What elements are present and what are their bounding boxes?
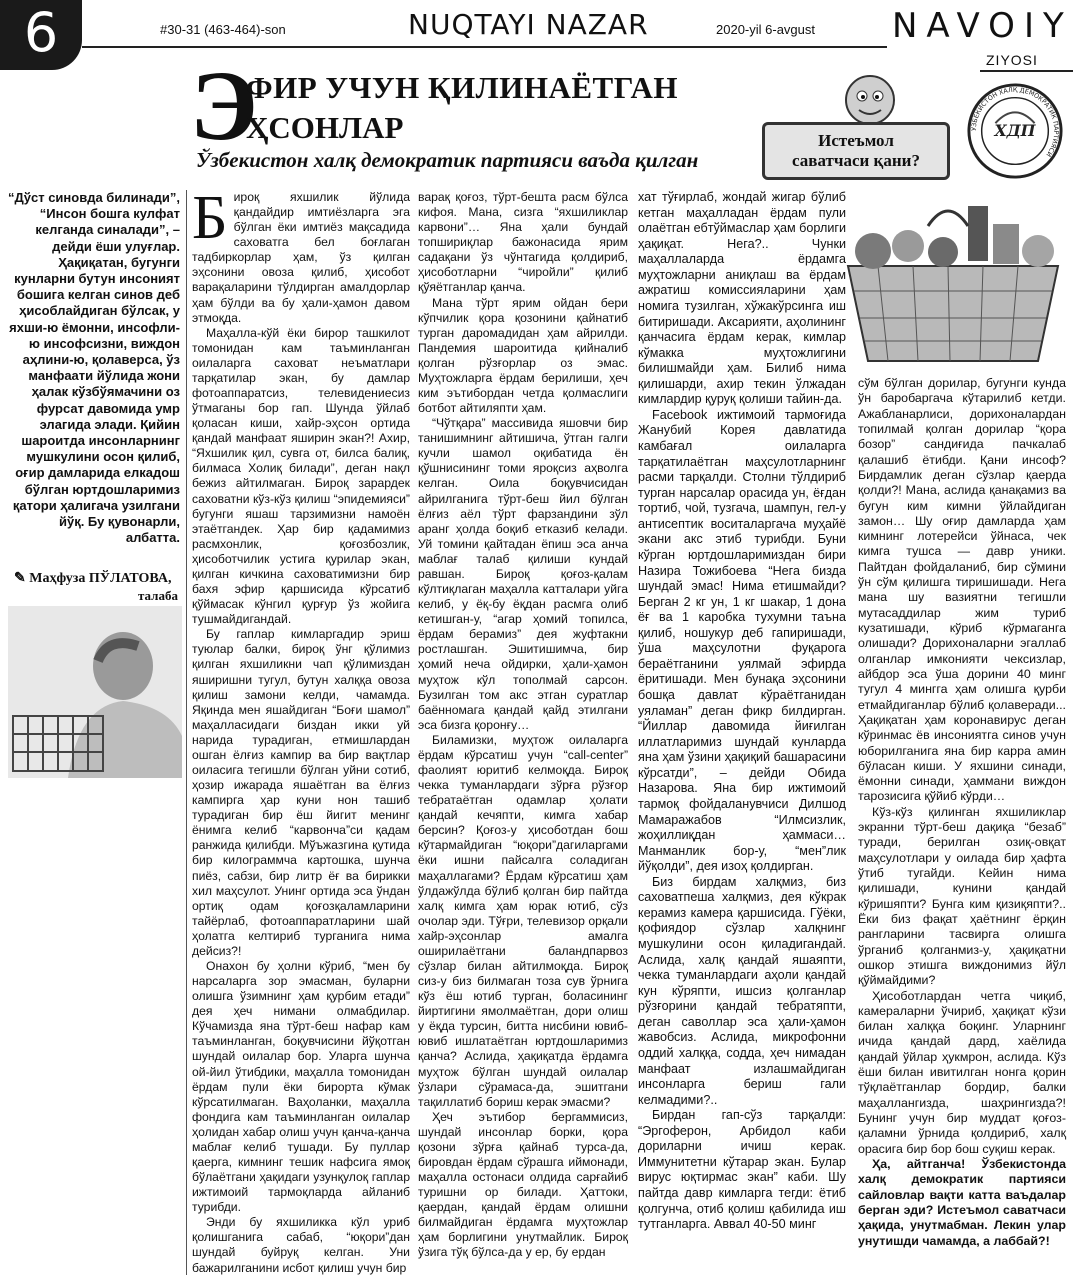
author-role: талаба [138, 588, 178, 603]
paragraph: Бирдан гап-сўз тарқалди: “Эргоферон, Арбидол каби дориларни ичиш керак. Иммунитетни кўтарар экан. Булар вирус юқтирмас экан” каби. Шу пайтда давр кимларга тегди: ётиб қолгунча, отиб қолиш қабилида иш тутганларга. Аввал 40-50 минг [638, 1108, 846, 1232]
party-logo [966, 82, 1064, 180]
paragraph: “Чўтқара” массивида яшовчи бир танишимнинг айтишича, ўтган галги кучли шамол оқибатида ён қўшнисининг томи яроқсиз аҳволга келган. Оила боқувчисидан айрилганига тўрт-беш йил бўлган ёлғиз аёл тўрт фарзандини зўл аранг ҳолда боқиб етказиб келади. Уй томини қайтадан ёпиш эса анча маблағ талаб қилиши кундай равшан. Бироқ қоғоз-қалам кўлтиқлаган маҳалла катталари уйга келиб, у ёқ-бу ёқдан расмга олиб кетишган-у, “агар ҳомий топилса, ёрдам берамиз” дея жуфтакни ростлашган. Эшитишимча, бир ҳомий неча ойдирки, ҳали-ҳамон муҳтож кўл тополмай сарсон. Бузилган том акс этган суратлар баённомага қандай қайд этилгани эса бизга қоронғу… [418, 416, 628, 732]
article-column-2 [418, 190, 628, 1261]
paragraph: Онахон бу ҳолни кўриб, “мен бу нарсаларга зор эмасман, буларни олишга ўзимнинг ҳам қурбим етади” дея ҳеч нимани олмабдилар. Кўчамизда яна тўрт-беш нафар кам таъминланган, боқувчисини йўқотган шундай оилалар бор. Уларга шунча ой-йил ўтибдики, маҳалла томонидан ёрдам пули ёки бирорта кўмак кўрсатилмаган. Ваҳоланки, маҳалла фондига кам таъминланган оилалар ҳолидан хабар олиш учун қанча-қанча маблағ келиб тушади. Бу пуллар қаерга, кимнинг тешик нафсига ямоқ бўлаётгани ҳақидаги узунқулоқ гаплар ижтимоий тармоқларда айланиб турибди. [192, 958, 410, 1215]
paragraph: Биламизки, муҳтож оилаларга ёрдам кўрсатиш учун “call-center” фаолият юритиб келмоқда. Бироқ чекка туманлардаги зўрға рўзғор тебратаётган одамлар ҳолати қандай кечяпти, кимга хабар берсин? Қоғоз-у ҳисоботдан бош кўтармайдиган “юқори”дагиларгами ёки ишни пайсалга соладиган маҳаллагами? Ёрдам кўрсатиш ҳам ўлдажўлда бўлиб қолган бир пайтда халқ кимга ҳам юрак ютиб, сўз очолар эди. Тўғри, телевизор орқали хайр-эҳсонлар амалга оширилаётгани баландпарвоз сўзлар билан айтилмоқда. Бироқ сиз-у биз билмаган тоза сув ўрнига кўз ёш ютиб турган, боласининг йиртигини ямолмаётган, дори олиш у ёқда турсин, битта нисбини ювиб-ювиб ишлатаётган юртдошларимиз қанча? Аслида, ҳақиқатда ёрдамга муҳтож бўлган шундай оилалар ўзлари сўрамаса-да, эшитгани тақиллатиб бориш керак эмасми? [418, 732, 628, 1109]
logo-ring-text: ЎЗБЕКИСТОН ХАЛҚ ДЕМОКРАТИК ПАРТИЯСИ [969, 85, 1061, 159]
header-rule [82, 46, 887, 48]
paragraph: варақ қоғоз, тўрт-бешта расм бўлса кифоя. Мана, сизга “яхшиликлар карвони”… Яна ҳали бундай топшириқлар бажонасида ярим садақани ўз чўнтагида қолдириб, ҳисоботларни “чиройли” қилиб қўяётганлар қанча. [418, 190, 628, 295]
headline-initial: Э [190, 50, 258, 161]
sign-board [762, 122, 950, 180]
man-with-cart-photo [8, 606, 182, 778]
pen-icon: ✎ [14, 571, 30, 586]
headline-line-2: ҲСОНЛАР [246, 110, 404, 145]
paragraph: Энди бу яхшиликка кўл уриб қолишганига сабаб, “юқори”дан шундай буйруқ келган. Уни бажарилганини исбот қилиш учун бир [192, 1215, 410, 1275]
headline-line-1: ФИР УЧУН ҚИЛИНАЁТГАН [246, 70, 679, 105]
grocery-basket-illustration [828, 196, 1073, 376]
paragraph: сўм бўлган дорилар, бугунги кунда ўн баробаргача кўтарилиб кетди. Ажабланарлиси, дорихоналардан топилмай қолган дорилар “қора бозор” сандиғида пачкалаб қалашиб ётибди. Қани инсоф? Бирдамлик деган сўзлар қаерда қолди?! Мана, аслида қанақамиз ва бугун ким кимни ўйлайдиган замон… Шу оғир дамларда ҳам кимнинг лотерейси ўйнаса, чек кимга тушса — давр уники. Пайтдан фойдаланиб, бир сўмини ўн сўм қилишга тиришишади. Нега мана шу вазиятни тегишли мутасаддилар жим туриб кузатишади, кўриб кўрмаганга олишади? Дорихоналарни эгаллаб олганлар имконияти чексизлар, айбдор эса ўша дорини 40 минг тугул 4 мингга ҳам олишга қурби етмайдиганлар бўлиб қолаверади... Ҳақиқатан ҳам коронавирус деган кўринмас ёв инсониятга синов учун юборилганига яна бир карра амин бўласан киши. У яхшини синади, ёмонни синади, ҳаммани виждон тарозисига қўйиб кўрди… [858, 376, 1066, 804]
paragraph: Кўз-кўз қилинган яхшиликлар экранни тўрт-беш дақиқа “безаб” туради, берилган озиқ-овқат маҳсулотлари у оилада бир ҳафта ўтиб тугайди. Кейин нима қилишади, кунини қандай кўришяпти? Бунга ким қизиқяпти?.. Ёки биз фақат ҳаётнинг ёрқин рангларини тасвирга олишга ўрганиб қолганмиз-у, ҳақиқатни ошкор этишга виждонимиз йўл қўймайдими? [858, 804, 1066, 988]
issue-date: 2020-yil 6-avgust [716, 22, 815, 37]
newspaper-name: NAVOIY [892, 6, 1073, 46]
newspaper-subname: ZIYOSI [986, 52, 1038, 68]
issue-number: #30-31 (463-464)-son [160, 22, 286, 37]
paragraph-text: ироқ яхшилик йўлида қандайдир имтиёзларга эга бўлган ёки имтиёз мақсадида саховатга бел боғлаган тадбиркорлар ҳам, ўз қилган эҳсонини овоза қилиб, ҳисобот варақаларини тўлдирган амалдорлар ҳам бўлди ва бу ҳали-ҳамон давом этмоқда. [192, 190, 410, 325]
paragraph: Биз бирдам халқмиз, биз саховатпеша халқмиз, дея кўкрак керамиз камера қаршисида. Гўёки, қофиядор сўзлар халқнинг мушкулини осон қиладигандай. Аслида, халқ қандай яшаяпти, чекка туманлардаги аҳоли қандай кун кўряпти, ишсиз қолганлар рўзғорини қандай тебратяпти, деган саволлар эса ҳали-ҳамон жавобсиз. Аслида, микрофонни оддий халққа, содда, ҳеч нимадан манфаат излашмайдиган инсонларга бериш гали келмадими?.. [638, 874, 846, 1107]
paragraph: Ҳисоботлардан четга чиқиб, камераларни ўчириб, ҳақиқат кўзи билан халққа боқинг. Уларнинг ичида қандай дард, хаёлида қандай ўйлар ҳукмрон, аслида. Кўз ёши билан ивитилган нонга қорин тўқлаётганлар бордир, балки маҳаллангизда, шаҳрингизда?! Бунинг учун бир муддат қоғоз-қаламни ўрнида қолдириб, халқ орасига бир бор бош суқиш керак. [858, 988, 1066, 1156]
sign-line-1: Истеъмол [818, 131, 894, 150]
drop-cap: Б [192, 184, 228, 252]
paragraph [192, 184, 410, 326]
column-rule [186, 190, 187, 1275]
page-number: 6 [0, 0, 82, 70]
logo-abbr: ХДП [994, 120, 1036, 140]
paragraph: хат тўғирлаб, жондай жигар бўлиб кетган маҳалладан ёрдам пули олаётган ебтўймаслар ҳам борлиги ҳақиқат. Нега?.. Чунки маҳаллаларда ёрдамга муҳтожларни аниқлаш ва ёрдам ажратиш комиссияларини ҳам номига тузилган, хўжакўрсинга иш битиришади. Аксарияти, аҳолининг қанчасига ёрдам керак, кимлар кўмакка муҳтожлигини билишмайди ҳам. Билиб нима қилишарди, ахир текин ўлжадан кимлардир қуруқ қолиши тайин-да. [638, 190, 846, 407]
article-column-4 [858, 376, 1066, 1249]
pull-quote: “Дўст синовда билинади”, “Инсон бошга кулфат келганда синалади”, – дейди ёши улуғлар. Ҳақиқатан, бугунги кунларни бутун инсоният бошига келган синов деб ҳисоблайдиган бўлсак, у яхши-ю ёмонни, инсофли-ю инсофсизни, виждон аҳлини-ю, қолаверса, ўз манфаати йўлида жони ҳалак кўзбўямачини оз фурсат давомида умр элагида элади. Қийин шароитда инсонларнинг мушкулини осон қилиб, оғир дамларида елкадош бўлган юртдошларимиз қатори ҳалигача узилгани йўқ. Бу қувонарли, албатта. [8, 190, 181, 546]
author-name-text: Маҳфуза ПЎЛАТОВА, [29, 571, 172, 586]
article-column-1 [192, 184, 410, 1276]
paragraph: Ҳеч эътибор бергаммисиз, шундай инсонлар борки, қора қозони зўрға қайнаб турса-да, бировдан ёрдам сўрашга иймонади, маҳалла остонаси олдида сарғайиб туришни ор билади. Ҳаттоки, қаердан, қандай ёрдам олишни билмайдиган ёрдамга муҳтожлар ҳам борлигини унутмайлик. Бироқ ўзига тўқ бўлса-да у ер, бу ердан [418, 1109, 628, 1260]
header-rule-right [980, 70, 1073, 72]
subheadline: Ўзбекистон халқ демократик партияси ваъда қилган [196, 148, 699, 172]
article-column-3 [638, 190, 846, 1233]
section-title: NUQTAYI NAZAR [408, 8, 649, 41]
author-name [14, 570, 186, 587]
paragraph: Facebook ижтимоий тармоғида Жанубий Корея давлатида камбағал оилаларга тарқатилаётган маҳсулотларнинг расми тарқалди. Столни тўлдириб турган нарсалар орасида ун, ёғдан тортиб, чой, тузгача, шампун, гел-у антисептик воситаларгача муҳайё экани акс этиб турибди. Буни кўрган юртдошларимиздан бири Назира Тожибоева “Нега бизда шундай эмас! Нима етишмайди? Берган 2 кг ун, 1 кг шакар, 1 дона ёғ ва 1 каробка тухумни таъна қилиб, ношукур деб гапиришади, ўша маҳсулотни фуқарога бераётганини уялмай эфирда ёритишади. Мен бунақа эҳсонини бошқа давлат кўраётганидан уяламан” деган фикр билдирган. “Йиллар давомида йиғилган иллатларимиз шундай кунларда яна ҳам ўзини ҳақиқий башарасини кўрсатди”, – дейди Обида Назарова. Яна бир ижтимоий тармоқ фойдаланувчиси Дилшод Мамаражабов “Илмсизлик, жоҳиллиқдан ҳаммаси… Манманлик бор-у, “мен”лик йўқолди”, дея изоҳ қолдирган. [638, 407, 846, 874]
paragraph: Маҳалла-кўй ёки бирор ташкилот томонидан кам таъминланган оилаларга саховат неъматлари тарқатилар экан, бу дамлар фотоаппаратсиз, телевидениесиз ўтмаганы бор гап. Шунда ўйлаб қоласан киши, хайр-эҳсон ортида қандай манфаат яширин экан?! Ахир, “Яхшилик қил, сувга от, билса балиқ, билмаса Холиқ билади”, деган нақл бежиз айтилмаган. Бироқ зарардек саховатни кўз-кўз қилиш “эпидемияси” бугунги яшаш тарзимизни намоён этаётгандек. Ҳар бир қадамимиз расмхонлик, қоғозбозлик, ҳисоботчилик устига қурилар экан, қилган кичкина саховатимизни бир бахя эфир қаршисида кўрсатиб қўймасак кўнгил қурғур ўз жойига тушмайдигандай. [192, 325, 410, 627]
closing-paragraph: Ҳа, айтганча! Ўзбекистонда халқ демократик партияси сайловлар вақти катта ваъдалар берган эди? Истеъмол саватчаси ҳақида, унутмабман. Лекин улар унутишди чамамда, а лаббай?! [858, 1156, 1066, 1248]
sign-line-2: саватчаси қани? [792, 151, 920, 170]
paragraph: Бу гаплар кимларгадир эриш туюлар балки, бироқ ўнг қўлимиз қилган яхшиликни чап қўлимиздан яширишни тугул, бутун халққа овоза қилиш замони келди, чамамда. Яқинда мен яшайдиган “Боғи шамол” маҳалласидаги биздан икки уй нарида турадиган, етмишлардан ошган ёлғиз кампир ва бир вақтлар оиласига тегишли бўлган уйни сотиб, ҳозир ижарада яшаётган ва ёлғиз кампирга ҳар куни нон ташиб турадиган бир ёш йигит менинг ёнимга келиб “карвонча”си қадам ранжида қилибди. Мўъжазгина қутида бир килограммча картошка, шунча пиёз, сабзи, бир литр ёғ ва бирикки хил маҳсулот. Унинг ортида эса ўндан ортиқ одам қоғозқаламларини тайёрлаб, фотоаппаратларини шай ҳолатга келтириб турганига нима дейсиз?! [192, 627, 410, 958]
paragraph: Мана тўрт ярим ойдан бери кўпчилик қора қозонини қайнатиб турган даромадидан ҳам айрилди. Пандемия шароитида қийналиб қолган рўзғорлар оз эмас. Муҳтожларга ёрдам берилиши, ҳеч ким эътибордан четда қолмаслиги ботбот айтиляпти ҳам. [418, 295, 628, 416]
